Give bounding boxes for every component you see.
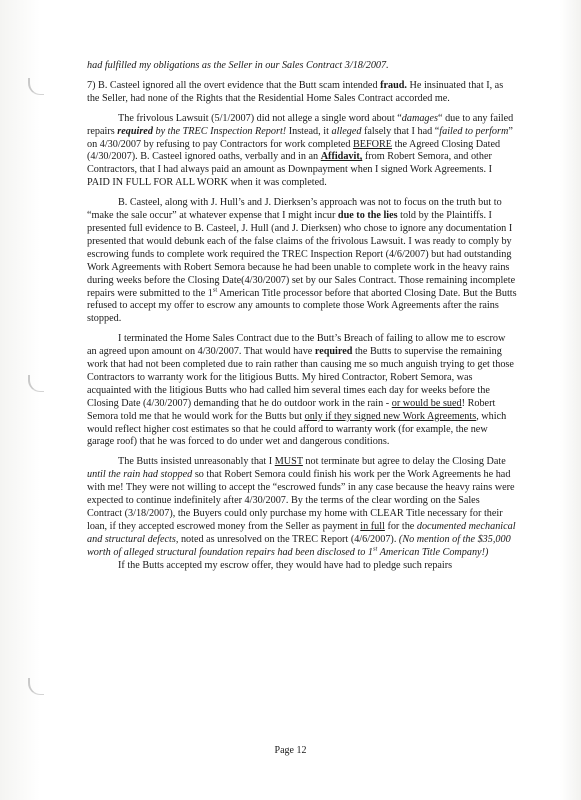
paragraph-terminated: I terminated the Home Sales Contract due to the Butt’s Breach of failing to allow me to escrow an agreed upon amount on 4/30/2007. That would have required the Butts to supervise the remaining work that had not been completed due to rain rather than causing me so much anguish trying to get those Contractors to warranty work for the litigious Butts. My hired Contractor, Robert Semora, was acquainted with the litigious Butts who had called him several times each day for weeks before the Closing Date (4/30/2007) demanding that he do outdoor work in the rain - or would be sued! Robert Semora told me that he would work for the Butts but only if they signed new Work Agreements, which would reflect higher cost estimates so that he could afford to warranty work (for example, the new garage roof) that he was forced to do under wet and dangerous conditions. [87, 333, 514, 448]
paragraph-approach: B. Casteel, along with J. Hull’s and J. Dierksen’s approach was not to focus on the truth but to “make the sale occur” at whatever expense that I might incur due to the lies told by the Plaintiffs. I presented full evidence to B. Casteel, J. Hull (and J. Dierksen) who chose to ignore any documentation I presented that would debunk each of the false claims of the frivolous Lawsuit. I was ready to comply by escrowing funds to complete work required the TREC Inspection Report (4/6/2007) but had outstanding Work Agreements with Robert Semora because he had been unable to complete work in the heavy rains during weeks before the Closing Date(4/30/2007) set by our Sales Contract. Those remaining incomplete repairs were submitted to the 1st American Title processor before that aborted Closing Date. But the Butts refused to accept my offer to escrow any amounts to complete those Work Agreements after the rains stopped. [87, 197, 517, 325]
paragraph-7: 7) B. Casteel ignored all the overt evidence that the Butt scam intended fraud. He insinuated that I, as the Seller, had none of the Rights that the Residential Home Sales Contract accorded me. [87, 79, 504, 104]
continuation-line: had fulfilled my obligations as the Seller in our Sales Contract 3/18/2007. [87, 60, 389, 71]
punch-hole-mark [28, 78, 44, 95]
document-body [87, 60, 517, 580]
paragraph-escrow: If the Butts accepted my escrow offer, they would have had to pledge such repairs [118, 559, 453, 571]
paragraph-insisted: The Butts insisted unreasonably that I MUST not terminate but agree to delay the Closing Date until the rain had stopped so that Robert Semora could finish his work per the Work Agreements he had with me! They were not willing to accept the “escrowed funds” in any case because the heavy rains were expected to continue indefinitely after 4/30/2007. By the terms of the clear wording on the Sales Contract (3/18/2007), the Buyers could only purchase my home with CLEAR Title necessary for their loan, if they accepted escrowed money from the Seller as payment in full for the documented mechanical and structural defects, noted as unresolved on the TREC Report (4/6/2007). (No mention of the $35,000 worth of alleged structural foundation repairs had been disclosed to 1st American Title Company!) [87, 456, 516, 558]
punch-hole-mark [28, 678, 44, 695]
page-number: Page 12 [274, 745, 307, 756]
paragraph-lawsuit: The frivolous Lawsuit (5/1/2007) did not allege a single word about “damages“ due to any failed repairs required by the TREC Inspection Report! Instead, it alleged falsely that I had “failed to perform” on 4/30/2007 by refusing to pay Contractors for work completed BEFORE the Agreed Closing Dated (4/30/2007). B. Casteel ignored oaths, verbally and in an Affidavit, from Robert Semora, and other Contractors, that I had always paid an amount as Downpayment when I signed Work Agreements. I PAID IN FULL FOR ALL WORK when it was completed. [87, 112, 514, 189]
punch-hole-mark [28, 375, 44, 392]
